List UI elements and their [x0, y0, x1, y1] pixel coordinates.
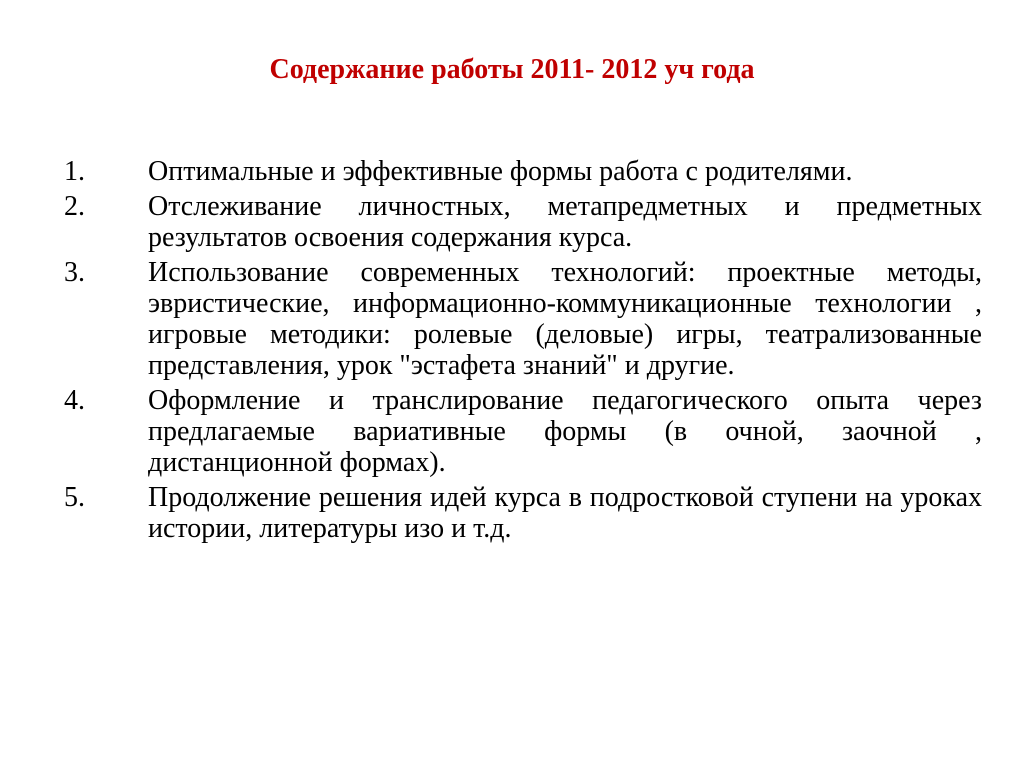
- list-item: [64, 156, 982, 187]
- list-item-text: Продолжение решения идей курса в подростковой ступени на уроках истории, литературы изо и т.д.: [148, 482, 982, 544]
- list-item-text: Использование современных технологий: проектные методы, эвристические, информационно-коммуникационные технологии , игровые методики: ролевые (деловые) игры, театрализованные представления, урок "эстафета знаний" и другие.: [148, 257, 982, 381]
- list-item-text: Отслеживание личностных, метапредметных и предметных результатов освоения содержания курса.: [148, 191, 982, 253]
- list-item-number: 1.: [64, 156, 85, 187]
- list-item-number: 5.: [64, 482, 85, 513]
- list-item: [64, 385, 982, 478]
- list-item: [64, 482, 982, 544]
- slide-title: Содержание работы 2011- 2012 уч года: [269, 54, 755, 85]
- list-item-number: 3.: [64, 257, 85, 288]
- list-item: [64, 191, 982, 253]
- list-item-text: Оптимальные и эффективные формы работа с родителями.: [148, 156, 853, 187]
- list-item-text: Оформление и транслирование педагогического опыта через предлагаемые вариативные формы (в очной, заочной , дистанционной формах).: [148, 385, 982, 478]
- list-item: [64, 257, 982, 381]
- list-item-number: 4.: [64, 385, 85, 416]
- list-item-number: 2.: [64, 191, 85, 222]
- content-list: [64, 156, 982, 548]
